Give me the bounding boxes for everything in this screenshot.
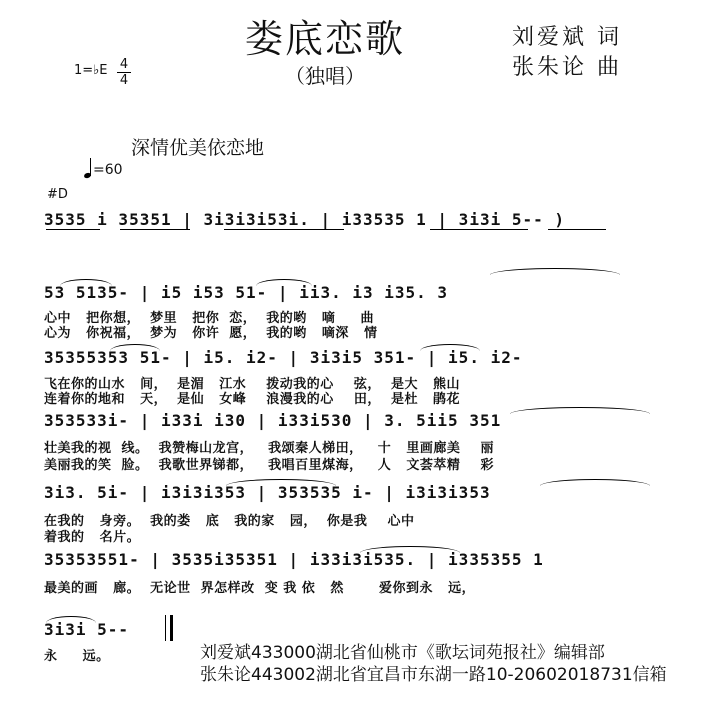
lyric-line-3b: 连着你的地和 天， 是仙 女峰 浪漫我的心 田， 是杜 鹃花 [44, 392, 461, 407]
key-signature: 1=♭E [74, 63, 108, 78]
score-line-2: 53 5135- | i5 i53 51- | ii3. i3 i35. 3 [44, 283, 449, 302]
beam-line [224, 229, 344, 230]
address-composer: 张朱论443002湖北省宜昌市东湖一路10-20602018731信箱 [200, 665, 667, 685]
lyric-line-6a: 最美的画 廊。 无论世 界怎样改 变 我 依 然 爱你到永 远， [44, 581, 476, 596]
song-title: 娄底恋歌 [245, 17, 406, 61]
beam-line [430, 229, 528, 230]
song-subtitle: （独唱） [285, 64, 365, 88]
slur [256, 279, 312, 286]
final-barline-thin [165, 615, 166, 641]
slur [540, 479, 650, 486]
slur [490, 268, 620, 275]
time-signature-top: 4 [119, 57, 129, 72]
tempo-notehead-icon [83, 172, 91, 179]
lyricist-credit: 刘爱斌 词 [512, 25, 622, 50]
lyric-line-5a: 在我的 身旁。 我的娄 底 我的家 园， 你是我 心中 [44, 514, 415, 529]
lyric-line-3a: 飞在你的山水 间， 是湄 江水 拨动我的心 弦， 是大 熊山 [44, 377, 461, 392]
sharp-marking: #D [47, 187, 68, 202]
slur [110, 344, 160, 351]
beam-line [120, 229, 190, 230]
lyric-line-4a: 壮美我的视 线。 我赞梅山龙宫， 我颂秦人梯田， 十 里画廊美 丽 [44, 441, 494, 456]
beam-line [46, 229, 100, 230]
score-line-5: 3i3. 5i- | i3i3i353 | 353535 i- | i3i3i353 [44, 483, 491, 502]
lyric-line-2a: 心中 把你想， 梦里 把你 恋， 我的哟 嘀 曲 [44, 311, 375, 326]
lyric-line-5b: 着我的 名片。 [44, 530, 141, 545]
lyric-line-7a: 永 远。 [44, 649, 110, 664]
time-signature-bottom: 4 [119, 73, 129, 88]
expression-marking: 深情优美依恋地 [131, 137, 265, 159]
score-line-7: 3i3i 5-- [44, 620, 130, 639]
lyric-line-4b: 美丽我的笑 脸。 我歌世界锑都， 我唱百里煤海， 人 文荟萃精 彩 [44, 458, 494, 473]
time-signature [117, 58, 131, 87]
slur [360, 546, 460, 553]
beam-line [548, 229, 606, 230]
score-line-1: 3535 i 35351 | 3i3i3i53i. | i33535 1 | 3i3i 5-- ) [44, 210, 566, 229]
score-line-3: 35355353 51- | i5. i2- | 3i3i5 351- | i5. i2- [44, 348, 523, 367]
tempo-marking: =60 [93, 162, 123, 178]
lyric-line-2b: 心为 你祝福， 梦为 你许 愿， 我的哟 嘀深 情 [44, 326, 378, 341]
score-line-4: 353533i- | i33i i30 | i33i530 | 3. 5ii5 351 [44, 411, 502, 430]
slur [46, 616, 96, 623]
composer-credit: 张朱论 曲 [512, 55, 622, 80]
final-barline [170, 615, 173, 641]
address-lyricist: 刘爱斌433000湖北省仙桃市《歌坛词苑报社》编辑部 [200, 643, 605, 663]
slur [510, 407, 650, 414]
score-line-6: 35353551- | 3535i35351 | i33i3i535. | i335355 1 [44, 550, 544, 569]
slur [60, 279, 112, 286]
slur [420, 344, 480, 351]
slur [226, 479, 336, 486]
